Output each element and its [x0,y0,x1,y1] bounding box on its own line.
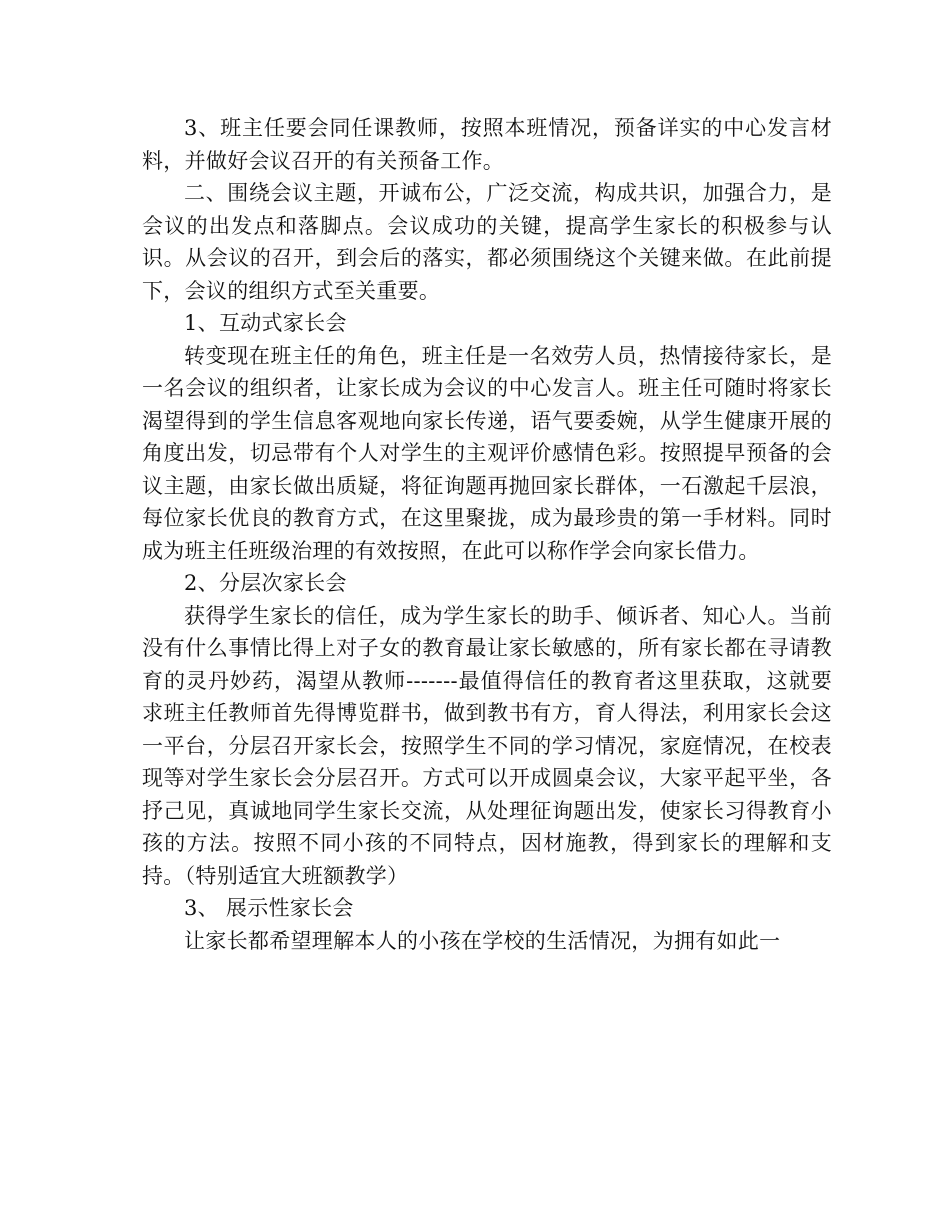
document-body [142,112,832,957]
paragraph-tiered-meeting: 获得学生家长的信任，成为学生家长的助手、倾诉者、知心人。当前没有什么事情比得上对子女的教育最让家长敏感的，所有家长都在寻请教育的灵丹妙药，渴望从教师-------最值得信任的教育者这里获取，这就要求班主任教师首先得博览群书，做到教书有方，育人得法，利用家长会这一平台，分层召开家长会，按照学生不同的学习情况，家庭情况，在校表现等对学生家长会分层召开。方式可以开成圆桌会议，大家平起平坐，各抒己见，真诚地同学生家长交流，从处理征询题出发，使家长习得教育小孩的方法。按照不同小孩的不同特点，因材施教，得到家长的理解和支持。（特别适宜大班额教学） [142,603,832,888]
paragraph-showcase-meeting: 让家长都希望理解本人的小孩在学校的生活情况，为拥有如此一 [184,928,781,953]
paragraph-prep-materials: 3、班主任要会同任课教师，按照本班情况，预备详实的中心发言材料，并做好会议召开的有关预备工作。 [142,116,832,173]
heading-tiered-meeting: 2、分层次家长会 [184,571,347,595]
paragraph-interactive-meeting: 转变现在班主任的角色，班主任是一名效劳人员，热情接待家长，是一名会议的组织者，让家长成为会议的中心发言人。班主任可随时将家长渴望得到的学生信息客观地向家长传递，语气要委婉，从学生健康开展的角度出发，切忌带有个人对学生的主观评价感情色彩。按照提早预备的会议主题，由家长做出质疑，将征询题再抛回家长群体，一石激起千层浪，每位家长优良的教育方式，在这里聚拢，成为最珍贵的第一手材料。同时成为班主任班级治理的有效按照，在此可以称作学会向家长借力。 [142,343,832,563]
heading-showcase-meeting: 3、 展示性家长会 [184,896,354,920]
paragraph-meeting-theme: 二、围绕会议主题，开诚布公，广泛交流，构成共识，加强合力，是会议的出发点和落脚点。会议成功的关键，提高学生家长的积极参与认识。从会议的召开，到会后的落实，都必须围绕这个关键来做。在此前提下，会议的组织方式至关重要。 [142,181,832,303]
heading-interactive-meeting: 1、互动式家长会 [184,311,347,335]
